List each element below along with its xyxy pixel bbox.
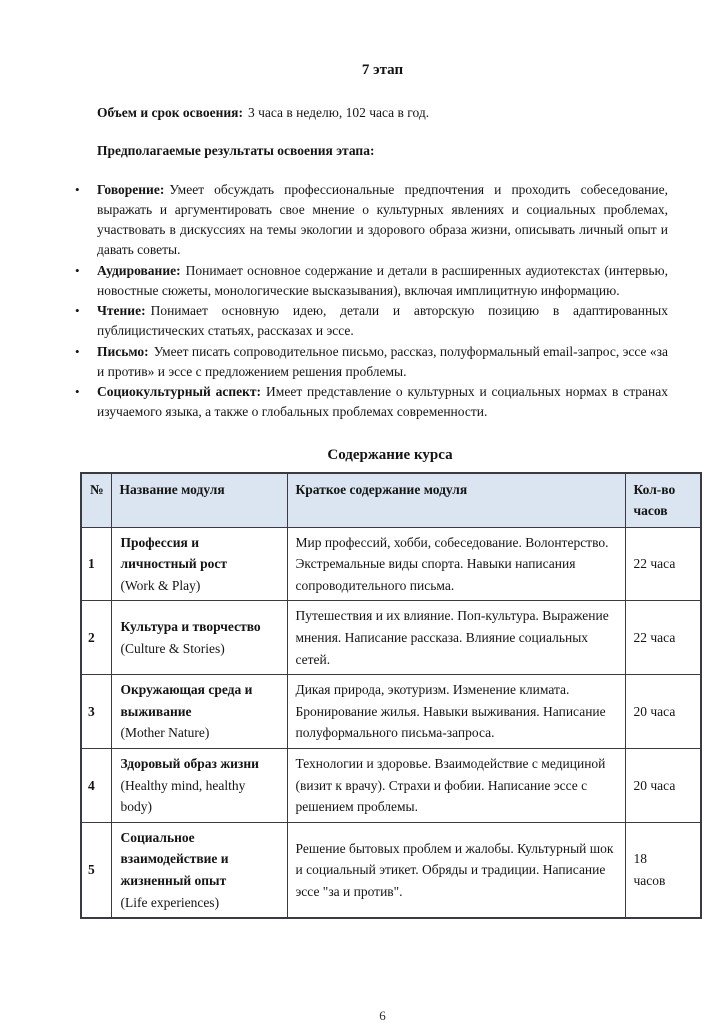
column-header-number: № [81,473,111,528]
course-table-title: Содержание курса [327,446,453,463]
table-row [81,675,701,749]
page-number: 6 [379,1008,386,1023]
course-table [80,472,702,920]
bullet-icon: • [75,181,80,197]
row-number: 1 [81,527,111,601]
module-title: Профессия и личностный рост [120,534,227,572]
module-title: Социальное взаимодействие и жизненный опыт [120,829,229,888]
module-hours: 22 часа [625,527,701,601]
module-title: Окружающая среда и выживание [120,682,253,719]
result-label: Аудирование: [97,262,181,278]
table-row [81,749,701,823]
result-label: Говорение: [97,181,165,197]
list-item [75,382,668,423]
module-content: Мир профессий, хобби, собеседование. Волонтерство. Экстремальные виды спорта. Навыки написания сопроводительного письма. [287,527,625,601]
row-number: 3 [81,675,111,749]
module-subtitle: (Culture & Stories) [120,640,225,656]
list-item [75,301,668,342]
volume-text: 3 часа в неделю, 102 часа в год. [247,105,430,120]
bullet-icon: • [75,262,80,278]
result-label: Чтение: [97,303,146,318]
list-item [75,180,668,261]
module-content: Технологии и здоровье. Взаимодействие с медициной (визит к врачу). Страхи и фобии. Написание эссе с решением проблемы. [287,749,625,823]
table-header-row [81,473,701,528]
module-subtitle: (Healthy mind, healthy body) [120,777,246,815]
module-title: Культура и творчество [120,619,261,635]
module-cell [111,675,287,749]
list-item [75,342,668,383]
result-text: Понимает основную идею, детали и авторскую позицию в адаптированных публицистических статьях, рассказах и эссе. [97,303,668,339]
module-hours: 20 часа [625,675,701,749]
module-cell [111,527,287,601]
column-header-hours: Кол-во часов [625,473,701,528]
page-title: 7 этап [361,62,404,78]
result-text: Умеет обсуждать профессиональные предпочтения и проходить собеседование, выражать и аргументировать свое мнение о культурных явлениях и социальных проблемах, участвовать в дискуссиях на темы экологии и здорового образа жизни, описывать личный опыт и давать советы. [97,181,668,258]
course-table-section [80,447,700,920]
row-number: 5 [81,822,111,918]
list-item [75,261,668,302]
results-heading: Предполагаемые результаты освоения этапа: [97,143,375,159]
column-header-module: Название модуля [111,473,287,528]
bullet-icon: • [75,343,80,359]
module-cell [111,749,287,823]
module-cell [111,601,287,675]
result-text: Имеет представление о культурных и социальных нормах в странах изучаемого языка, а также о глобальных проблемах современности. [97,384,668,420]
results-list [75,180,668,423]
volume-paragraph [97,103,668,123]
module-cell [111,822,287,918]
bullet-icon: • [75,303,80,318]
module-subtitle: (Life experiences) [120,894,220,910]
module-subtitle: (Mother Nature) [120,725,210,741]
module-hours: 18 часов [625,822,701,918]
result-text: Понимает основное содержание и детали в расширенных аудиотекстах (интервью, новостные сюжеты, монологические высказывания), включая имплицитную информацию. [97,262,668,298]
module-content: Решение бытовых проблем и жалобы. Культурный шок и социальный этикет. Обряды и традиции. Написание эссе "за и против". [287,822,625,918]
module-content: Дикая природа, экотуризм. Изменение климата. Бронирование жилья. Навыки выживания. Написание полуформального письма-запроса. [287,675,625,749]
table-row [81,601,701,675]
volume-label: Объем и срок освоения: [97,105,243,120]
row-number: 4 [81,749,111,823]
module-subtitle: (Work & Play) [120,577,201,593]
result-label: Письмо: [97,343,149,359]
text-block [75,62,668,423]
result-label: Социокультурный аспект: [97,384,262,399]
module-hours: 20 часа [625,749,701,823]
table-row [81,822,701,918]
row-number: 2 [81,601,111,675]
table-row [81,527,701,601]
result-text: Умеет писать сопроводительное письмо, рассказ, полуформальный email-запрос, эссе «за и против» и эссе с предложением решения проблемы. [97,343,668,379]
module-hours: 22 часа [625,601,701,675]
bullet-icon: • [75,384,80,399]
module-content: Путешествия и их влияние. Поп-культура. Выражение мнения. Написание рассказа. Влияние социальных сетей. [287,601,625,675]
module-title: Здоровый образ жизни [120,756,259,772]
column-header-content: Краткое содержание модуля [287,473,625,528]
